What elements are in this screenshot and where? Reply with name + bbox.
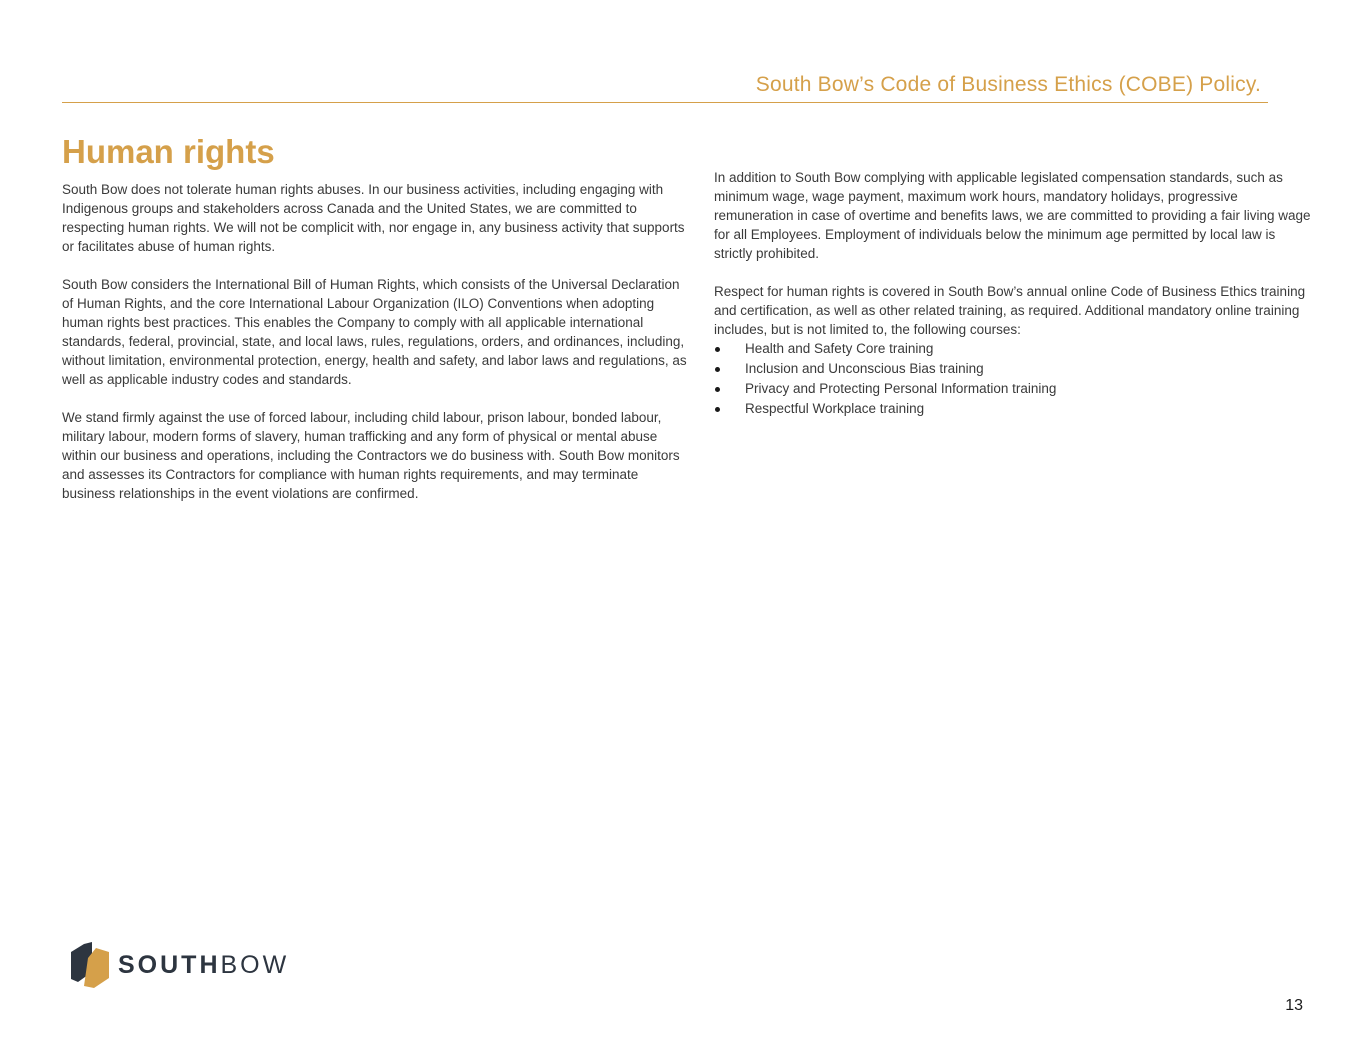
bullet-icon (715, 407, 720, 412)
course-label: Respectful Workplace training (745, 401, 925, 416)
bullet-icon (715, 387, 720, 392)
paragraph: South Bow does not tolerate human rights abuses. In our business activities, including engaging with Indigenous groups and stakeholders across Canada and the United States, we are committed to respecting human rights. We will not be complicit with, nor engage in, any business activity that supports or facilitates abuse of human rights. (62, 182, 685, 254)
course-list (714, 339, 1314, 419)
paragraph: We stand firmly against the use of forced labour, including child labour, prison labour, bonded labour, military labour, modern forms of slavery, human trafficking and any form of physical or mental abuse within our business and operations, including the Contractors we do business with. South Bow monitors and assesses its Contractors for compliance with human rights requirements, and may terminate business relationships in the event violations are confirmed. (62, 410, 680, 501)
list-item (714, 379, 1314, 399)
bullet-icon (715, 367, 720, 372)
bullet-icon (715, 347, 720, 352)
list-item (714, 359, 1314, 379)
logo-wordmark (118, 951, 289, 980)
south-bow-logo-icon (70, 942, 110, 988)
logo-wordmark-bold: SOUTH (118, 950, 221, 979)
paragraph: Respect for human rights is covered in South Bow’s annual online Code of Business Ethics training and certification, as well as other related training, as required. Additional mandatory online training includes, but is not limited to, the following courses: (714, 284, 1306, 337)
page-number: 13 (1285, 997, 1303, 1014)
left-column (62, 180, 687, 503)
south-bow-logo (70, 942, 289, 988)
list-item (714, 339, 1314, 359)
paragraph: In addition to South Bow complying with applicable legislated compensation standards, such as minimum wage, wage payment, maximum work hours, mandatory holidays, progressive remuneration in case of overtime and benefits laws, we are committed to providing a fair living wage for all Employees. Employment of individuals below the minimum age permitted by local law is strictly prohibited. (714, 170, 1311, 261)
course-label: Health and Safety Core training (745, 341, 934, 356)
section-heading: Human rights (62, 133, 275, 170)
logo-wordmark-light: BOW (220, 950, 290, 979)
header-divider (62, 102, 1268, 103)
right-column (714, 168, 1314, 419)
course-label: Privacy and Protecting Personal Information training (745, 381, 1057, 396)
course-label: Inclusion and Unconscious Bias training (745, 361, 984, 376)
document-header-title: South Bow’s Code of Business Ethics (COBE) Policy. (755, 73, 1261, 96)
paragraph: South Bow considers the International Bill of Human Rights, which consists of the Universal Declaration of Human Rights, and the core International Labour Organization (ILO) Conventions when adopting human rights best practices. This enables the Company to comply with all applicable international standards, federal, provincial, state, and local laws, rules, regulations, orders, and ordinances, including, without limitation, environmental protection, energy, health and safety, and labor laws and regulations, as well as applicable industry codes and standards. (62, 277, 687, 387)
list-item (714, 399, 1314, 419)
